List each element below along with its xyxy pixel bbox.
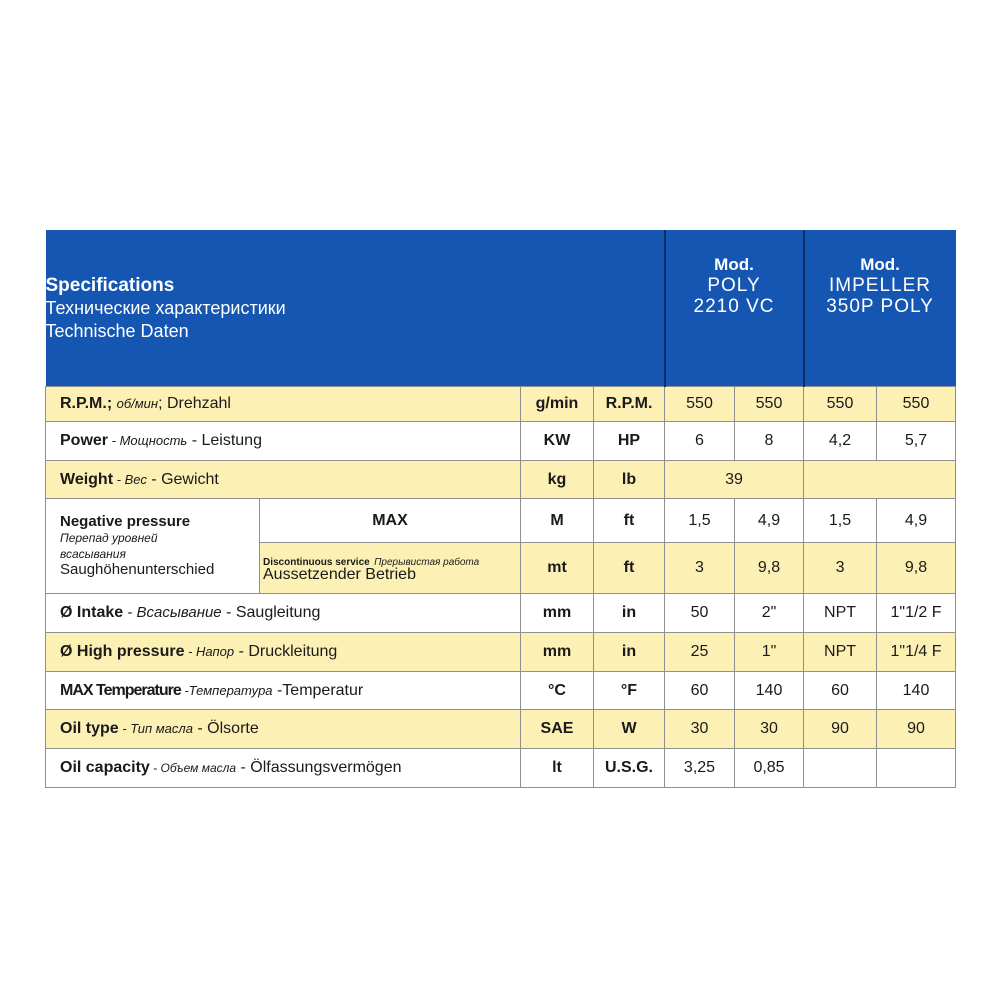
label-weight: Weight - Вес - Gewicht [46,461,521,499]
value-cell: 8 [735,422,804,461]
unit-metric: SAE [521,710,594,749]
title-ru: Технические характеристики [45,297,286,318]
row-high-pressure [46,633,956,672]
value-cell: NPT [804,633,877,672]
value-cell: 25 [665,633,735,672]
unit-metric: mm [521,633,594,672]
unit-metric: M [521,499,594,543]
unit-metric: °C [521,672,594,710]
value-cell: 1" [735,633,804,672]
label-max: MAX [260,499,521,543]
unit-imperial: lb [594,461,665,499]
value-cell: 550 [804,387,877,422]
value-cell: 1,5 [804,499,877,543]
value-cell: 1"1/2 F [877,594,956,633]
unit-metric: mm [521,594,594,633]
row-negative-max [46,499,956,543]
value-cell: 3 [804,543,877,594]
unit-imperial: W [594,710,665,749]
unit-imperial: in [594,594,665,633]
value-cell: 3 [665,543,735,594]
row-intake [46,594,956,633]
unit-metric: mt [521,543,594,594]
label-negative-pressure: Negative pressure Перепад уровней всасывания Saughöhenunterschied [46,499,260,594]
value-cell: 60 [804,672,877,710]
value-cell: 90 [804,710,877,749]
unit-metric: g/min [521,387,594,422]
value-cell: 1"1/4 F [877,633,956,672]
value-cell: 550 [735,387,804,422]
value-cell: 1,5 [665,499,735,543]
unit-metric: lt [521,749,594,788]
model-poly-header: Mod. POLY 2210 VC [665,230,804,387]
row-weight [46,461,956,499]
label-rpm: R.P.M.; об/мин; Drehzahl [46,387,521,422]
value-cell: 5,7 [877,422,956,461]
value-cell: 30 [665,710,735,749]
value-cell: 0,85 [735,749,804,788]
header-title-block [46,230,665,387]
value-cell: 550 [877,387,956,422]
table-header-row [46,230,956,387]
value-cell: 550 [665,387,735,422]
value-cell [804,749,877,788]
value-cell: 90 [877,710,956,749]
value-cell: 60 [665,672,735,710]
value-cell: 4,9 [877,499,956,543]
specifications-table [45,230,956,788]
value-cell: 50 [665,594,735,633]
value-cell: 140 [735,672,804,710]
unit-imperial: R.P.M. [594,387,665,422]
row-rpm [46,387,956,422]
title-en: Specifications [45,274,175,296]
unit-imperial: in [594,633,665,672]
row-oil-type [46,710,956,749]
title-de: Technische Daten [45,320,189,341]
label-oil-capacity: Oil capacity - Объем масла - Ölfassungsvermögen [46,749,521,788]
value-cell: 140 [877,672,956,710]
value-cell: 9,8 [877,543,956,594]
unit-imperial: ft [594,543,665,594]
model-impeller-header: Mod. IMPELLER 350P POLY [804,230,956,387]
unit-imperial: ft [594,499,665,543]
label-high-pressure: Ø High pressure - Напор - Druckleitung [46,633,521,672]
unit-imperial: °F [594,672,665,710]
unit-imperial: U.S.G. [594,749,665,788]
label-discontinuous-service: Discontinuous service Прерывистая работа Aussetzender Betrieb [260,543,521,594]
unit-metric: kg [521,461,594,499]
unit-metric: KW [521,422,594,461]
value-cell: 30 [735,710,804,749]
label-intake: Ø Intake - Всасывание - Saugleitung [46,594,521,633]
label-max-temperature: MAX Temperature -Температура -Temperatur [46,672,521,710]
row-max-temperature [46,672,956,710]
unit-imperial: HP [594,422,665,461]
value-cell [877,749,956,788]
value-cell-empty [804,461,956,499]
value-cell: NPT [804,594,877,633]
value-cell: 3,25 [665,749,735,788]
value-cell: 39 [665,461,804,499]
value-cell: 4,2 [804,422,877,461]
value-cell: 6 [665,422,735,461]
value-cell: 2" [735,594,804,633]
value-cell: 9,8 [735,543,804,594]
label-power: Power - Мощность - Leistung [46,422,521,461]
row-power [46,422,956,461]
label-oil-type: Oil type - Тип масла - Ölsorte [46,710,521,749]
value-cell: 4,9 [735,499,804,543]
row-oil-capacity [46,749,956,788]
